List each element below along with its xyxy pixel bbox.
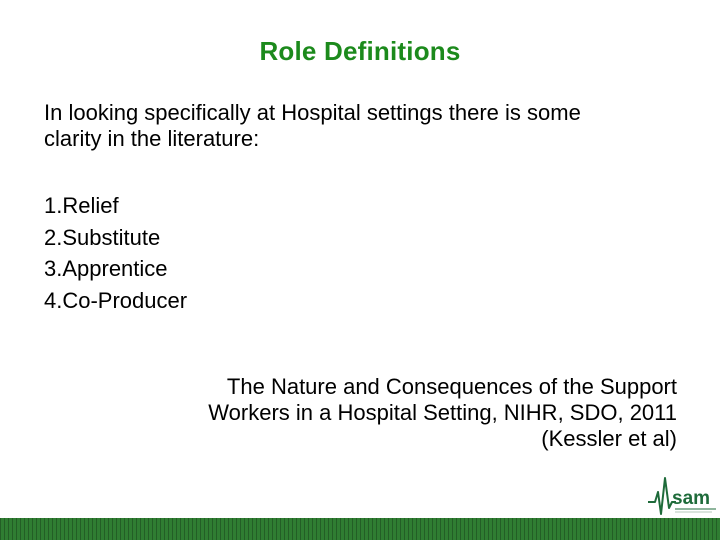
slide-title: Role Definitions — [259, 36, 461, 66]
logo-text: sam — [672, 488, 711, 509]
intro-line: In looking specifically at Hospital settings there is some — [44, 100, 581, 125]
role-item-relief: 1.Relief — [44, 193, 119, 218]
role-item-apprentice: 3.Apprentice — [44, 256, 168, 281]
footer-bar — [0, 518, 720, 540]
role-list — [44, 190, 187, 316]
citation-line: (Kessler et al) — [541, 426, 677, 451]
citation — [77, 374, 677, 452]
intro-text — [44, 100, 694, 152]
citation-line: The Nature and Consequences of the Support — [226, 374, 677, 399]
intro-line: clarity in the literature: — [44, 126, 260, 151]
role-item-substitute: 2.Substitute — [44, 224, 161, 250]
heartbeat-line-icon — [646, 474, 720, 522]
role-item-co-producer: 4.Co-Producer — [44, 287, 188, 313]
sam-logo — [646, 474, 720, 522]
citation-line: Workers in a Hospital Setting, NIHR, SDO, 2011 — [208, 400, 677, 425]
